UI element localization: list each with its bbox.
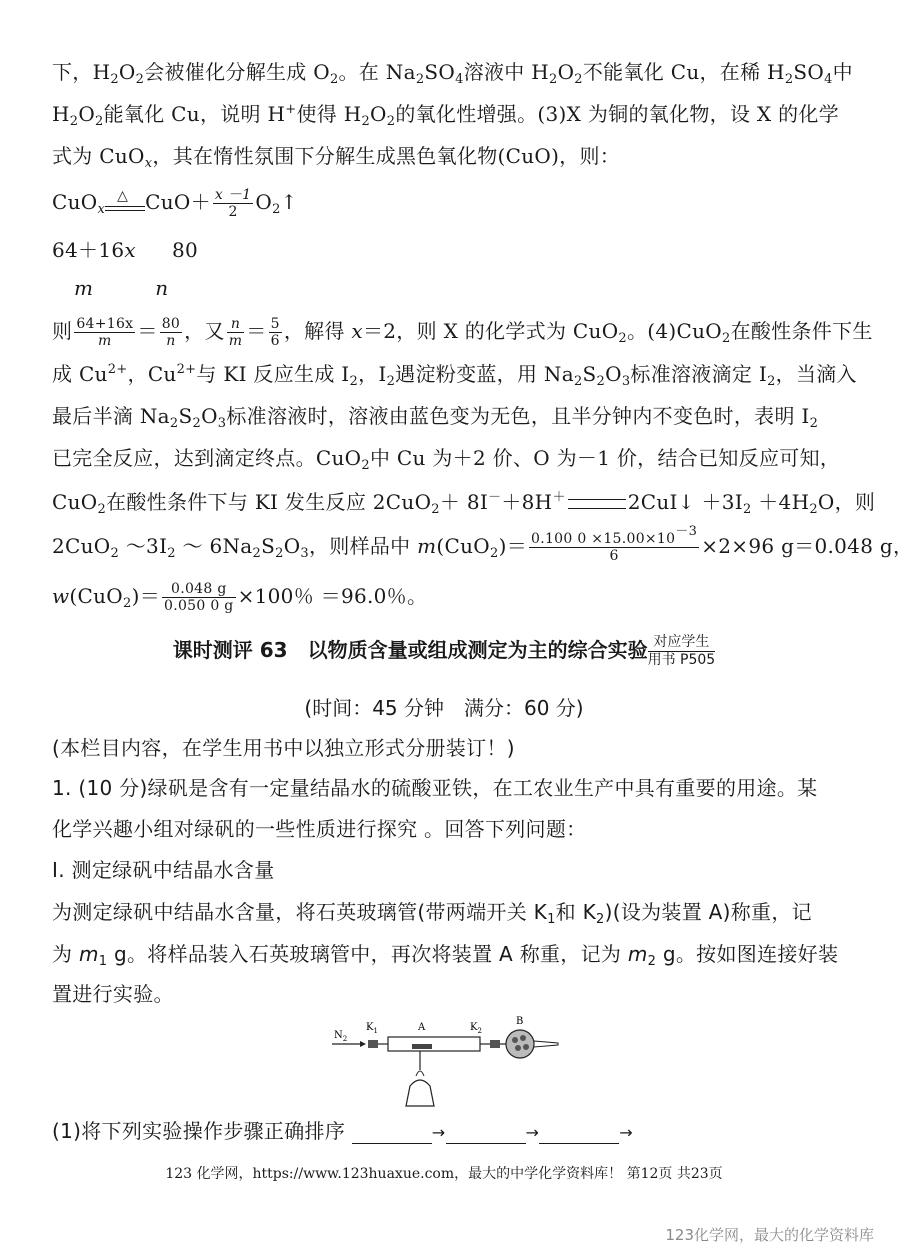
text-line-3: 式为 CuO$_x$，其在惰性氛围下分解生成黑色氧化物(CuO)，则： bbox=[52, 144, 621, 171]
ratio-fraction-2: $\frac{80}{n}$ bbox=[161, 316, 181, 349]
binding-note: (本栏目内容，在学生用书中以独立形式分册装订！) bbox=[52, 736, 515, 760]
b-label: B bbox=[516, 1016, 524, 1027]
text-line-titration-1: 成 $Cu^{2+}$，$Cu^{2+}$与 KI 反应生成 $I_2$，$I_2$遇淀粉变蓝，用 $Na_2S_2O_3$标准溶液滴定 $I_2$，当滴入 bbox=[52, 362, 857, 389]
text-line-solve: 则 $\frac{64+16x}{m}$ ＝ $\frac{80}{n}$ ，又 $\frac{n}{m}$ ＝ $\frac{5}{6}$ ，解得 x＝2，则 X 的化学式为 CuO$_2$。(4)CuO$_2$在酸性条件下生 bbox=[52, 316, 873, 349]
text-line-1: 下，$H_2O_2$会被催化分解生成 $O_2$。在 $Na_2SO_4$溶液中 $H_2O_2$不能氧化 Cu，在稀 $H_2SO_4$中 bbox=[52, 60, 853, 87]
section-subtitle: I. 测定绿矾中结晶水含量 bbox=[52, 858, 275, 882]
site-watermark: 123化学网，最大的化学资料库 bbox=[665, 1226, 874, 1244]
textbook-reference: 对应学生 用书 P505 bbox=[647, 634, 716, 668]
section-heading: 课时测评 63 以物质含量或组成测定为主的综合实验 对应学生 用书 P505 bbox=[172, 634, 716, 668]
answer-blank-2[interactable] bbox=[446, 1123, 526, 1144]
text-line-titration-3: 已完全反应，达到滴定终点。CuO$_2$中 Cu 为＋2 价、O 为－1 价，结合已知反应可知， bbox=[52, 446, 841, 473]
decomposition-equation: CuO$_x$ △ CuO＋ $\frac{x -1}{2}$ $O_2↑$ bbox=[52, 187, 298, 220]
mass-variable-row: m n bbox=[74, 276, 169, 300]
question-1-line-4: 为测定绿矾中结晶水含量，将石英玻璃管(带两端开关 $K_1$和 $K_2$)(设为装置 A)称重，记 bbox=[52, 900, 812, 927]
purity-fraction: $\frac{0.048 g}{0.050 0 g}$ bbox=[164, 581, 234, 614]
coefficient-fraction: $\frac{x -1}{2}$ bbox=[214, 187, 252, 220]
quartz-tube-a bbox=[388, 1037, 480, 1051]
text-line-2: $H_2O_2$能氧化 Cu，说明 H+使得 $H_2O_2$的氧化性增强。(3)X 为铜的氧化物，设 X 的化学 bbox=[52, 102, 839, 129]
reaction-equals-sign bbox=[568, 499, 626, 509]
question-1-line-5: 为 $m_1$ g。将样品装入石英玻璃管中，再次将装置 A 称重，记为 $m_2$ g。按如图连接好装 bbox=[52, 942, 839, 969]
mass-ratio-row: 64＋16x 80 bbox=[52, 238, 199, 262]
question-1-line-1: 1. (10 分)绿矾是含有一定量结晶水的硫酸亚铁，在工农业生产中具有重要的用途。某 bbox=[52, 776, 818, 800]
valve-k1 bbox=[368, 1040, 378, 1048]
drying-bulb-b bbox=[506, 1030, 534, 1058]
text-line-reaction: CuO$_2$在酸性条件下与 KI 发生反应 2CuO$_2$＋ 8I－＋8H＋ 2CuI↓ $+3I_2 +4H_2O$，则 bbox=[52, 490, 876, 517]
page-footer: 123 化学网，https://www.123huaxue.com，最大的中学化学资料库！ 第12页 共23页 bbox=[165, 1166, 723, 1182]
alcohol-lamp bbox=[406, 1080, 434, 1106]
apparatus-diagram bbox=[330, 1010, 560, 1110]
question-1-line-6: 置进行实验。 bbox=[52, 982, 174, 1006]
question-1-part-1: (1)将下列实验操作步骤正确排序 → → → bbox=[52, 1119, 633, 1143]
text-line-titration-2: 最后半滴 $Na_2S_2O_3$标准溶液时，溶液由蓝色变为无色，且半分钟内不变色时，表明 $I_2$ bbox=[52, 404, 819, 431]
ratio-fraction-1: $\frac{64+16x}{m}$ bbox=[76, 316, 134, 349]
ratio-fraction-3: $\frac{n}{m}$ bbox=[228, 316, 243, 349]
text-line-purity: w(CuO$_2$)＝ $\frac{0.048 g}{0.050 0 g}$ ×100％ ＝96.0％。 bbox=[52, 581, 428, 614]
k1-label: $K_1$ bbox=[366, 1022, 378, 1035]
answer-blank-3[interactable] bbox=[539, 1123, 619, 1144]
answer-blank-1[interactable] bbox=[352, 1123, 432, 1144]
time-score-info: (时间：45 分钟 满分：60 分) bbox=[304, 696, 584, 720]
a-label: A bbox=[418, 1022, 426, 1033]
k2-label: $K_2$ bbox=[470, 1022, 482, 1035]
ratio-fraction-4: $\frac{5}{6}$ bbox=[270, 316, 280, 349]
text-line-mass-calc: 2CuO$_2$ $\sim 3I_2$ ～ $6Na_2S_2O_3$，则样品中 m(CuO$_2$)＝ $\frac{0.100 0 \times 15.00\times 10^{-3}}{6}$ ×2×96 g＝0.048 g， bbox=[52, 524, 913, 564]
valve-k2 bbox=[490, 1040, 500, 1048]
heating-equals-sign: △ bbox=[105, 194, 145, 214]
mass-fraction: $\frac{0.100 0 \times 15.00\times 10^{-3}}{6}$ bbox=[531, 524, 698, 564]
n2-label: $N_2$ bbox=[334, 1030, 348, 1043]
question-1-line-2: 化学兴趣小组对绿矾的一些性质进行探究 。回答下列问题： bbox=[52, 817, 587, 841]
